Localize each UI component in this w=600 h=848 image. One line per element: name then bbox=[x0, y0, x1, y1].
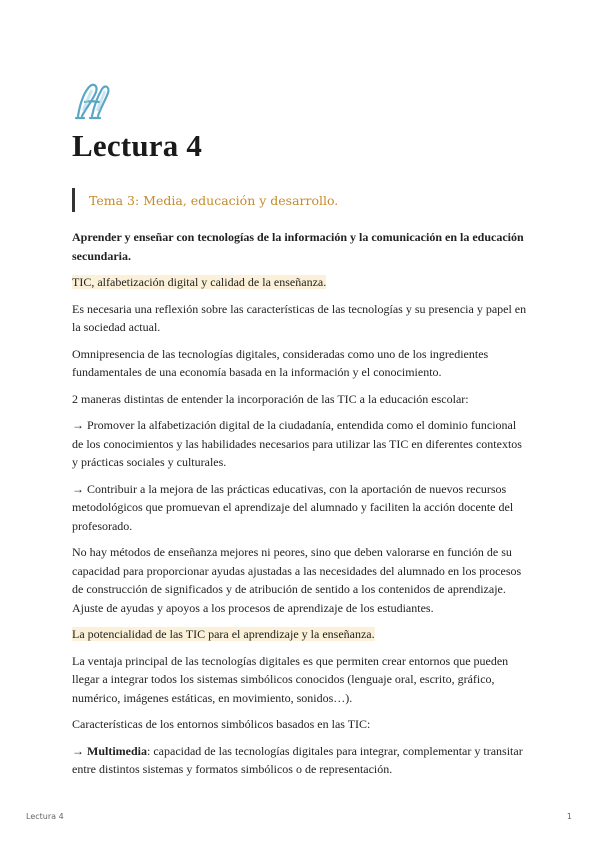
paragraph: Omnipresencia de las tecnologías digitales, consideradas como uno de los ingredientes fundamentales de una economía basada en la información y el conocimiento. bbox=[72, 346, 489, 379]
bullet-arrow: → bbox=[72, 743, 87, 758]
subtitle: Tema 3: Media, educación y desarrollo. bbox=[89, 192, 339, 208]
crossed-pencils-logo-icon bbox=[72, 80, 114, 120]
section-heading: Aprender y enseñar con tecnologías de la información y la comunicación en la educación secundaria. bbox=[72, 230, 524, 263]
subtitle-callout bbox=[72, 188, 338, 212]
page-number: 1 bbox=[566, 812, 572, 821]
bullet-paragraph: → Promover la alfabetización digital de la ciudadanía, entendida como el dominio funcional de los conocimientos y las habilidades necesarios para utilizar las TIC en diferentes contextos y prácticas sociales y culturales. bbox=[72, 418, 522, 469]
bullet-paragraph: → Contribuir a la mejora de las prácticas educativas, con la aportación de nuevos recursos metodológicos que promuevan el aprendizaje del alumnado y faciliten la acción docente del profesorado. bbox=[72, 481, 514, 533]
highlight-paragraph-1 bbox=[72, 273, 530, 292]
paragraph: No hay métodos de enseñanza mejores ni peores, sino que deben valorarse en función de su capacidad para proporcionar ayudas ajustadas a las necesidades del alumnado en los procesos de construcción de significados y de atribución de sentido a los contenidos de aprendizaje. Ajuste de ayudas y apoyos a los procesos de aprendizaje de los estudiantes. bbox=[72, 545, 522, 615]
term-definition: : capacidad de las tecnologías digitales para integrar, complementar y transitar entre distintos sistemas y formatos simbólicos o de representación. bbox=[72, 743, 523, 776]
highlight-text: TIC, alfabetización digital y calidad de la enseñanza. bbox=[72, 275, 327, 289]
paragraph: 2 maneras distintas de entender la incorporación de las TIC a la educación escolar: bbox=[72, 391, 469, 406]
bullet-paragraph bbox=[72, 742, 530, 779]
page-title: Lectura 4 bbox=[72, 128, 203, 163]
paragraph: Características de los entornos simbólicos basados en las TIC: bbox=[72, 717, 371, 731]
document-body bbox=[72, 228, 530, 787]
term-multimedia: Multimedia bbox=[87, 743, 147, 758]
paragraph: Es necesaria una reflexión sobre las características de las tecnologías y su presencia y papel en la sociedad actual. bbox=[72, 301, 527, 334]
paragraph: La ventaja principal de las tecnologías digitales es que permiten crear entornos que pueden llegar a integrar todos los sistemas simbólicos conocidos (lenguaje oral, escrito, gráfico, numérico, imágenes estáticas, en movimiento, sonidos…). bbox=[72, 653, 509, 705]
highlight-paragraph-2 bbox=[72, 625, 530, 644]
highlight-text: La potencialidad de las TIC para el aprendizaje y la enseñanza. bbox=[72, 627, 375, 641]
footer-document-name: Lectura 4 bbox=[26, 812, 64, 821]
